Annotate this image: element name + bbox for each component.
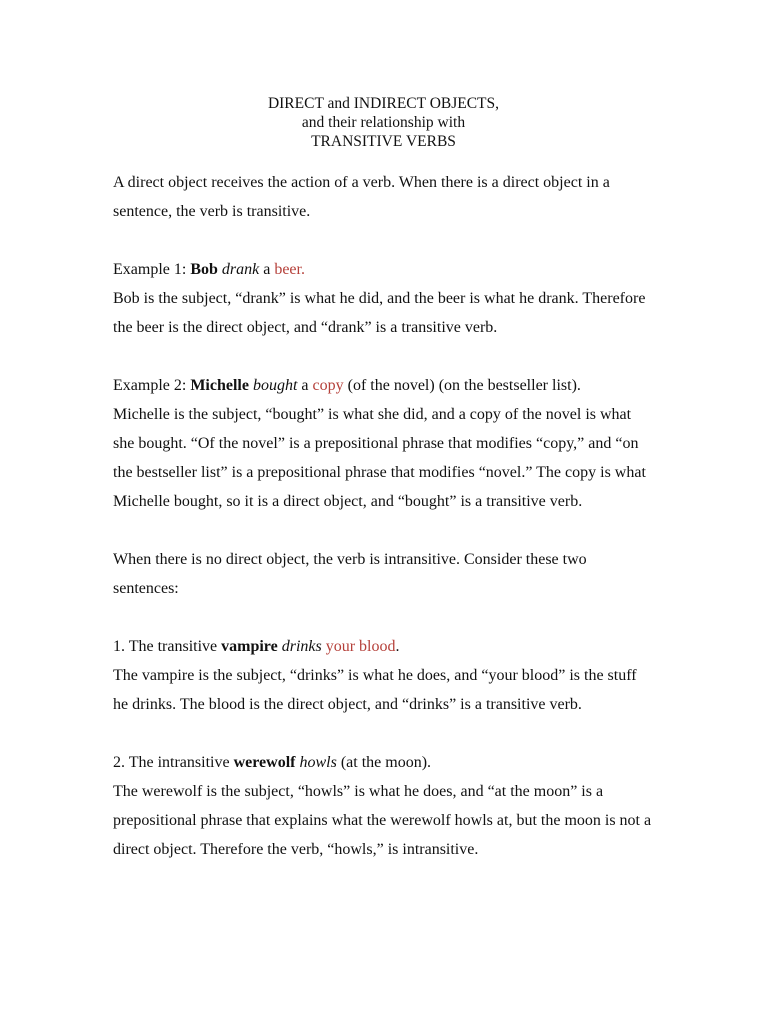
example-2-verb: bought xyxy=(252,377,298,394)
example-1-label: Example 1: xyxy=(113,261,191,278)
sentence-1-prefix: 1. The transitive xyxy=(113,638,222,655)
sentence-1-object: your blood xyxy=(325,638,396,655)
example-1-verb: drank xyxy=(221,261,260,278)
sentence-2-verb: howls xyxy=(299,754,337,771)
sentence-2-rest: (at the moon). xyxy=(336,754,432,771)
title-line-2: and their relationship with xyxy=(301,114,466,131)
spacer xyxy=(113,603,654,632)
sentence-2-subject: werewolf xyxy=(233,754,296,771)
spacer xyxy=(113,226,654,255)
example-2-subject: Michelle xyxy=(190,377,249,394)
spacer xyxy=(113,342,654,371)
example-2-article: a xyxy=(297,377,313,394)
sentence-2-explanation: The werewolf is the subject, “howls” is what he does, and “at the moon” is a prepositional phrase that explains what the werewolf howls at, but the moon is not a direct object. Therefore the verb, “howls,” is intransitive. xyxy=(113,783,652,858)
example-1-subject: Bob xyxy=(190,261,218,278)
sentence-1-end: . xyxy=(395,638,400,655)
sentence-2-prefix: 2. The intransitive xyxy=(113,754,234,771)
example-2-object: copy xyxy=(312,377,344,394)
intransitive-intro-paragraph: When there is no direct object, the verb is intransitive. Consider these two sentences: xyxy=(113,551,587,597)
example-1-object: beer. xyxy=(274,261,305,278)
example-2-sentence xyxy=(113,371,654,400)
sentence-1-explanation: The vampire is the subject, “drinks” is what he does, and “your blood” is the stuff he drinks. The blood is the direct object, and “drinks” is a transitive verb. xyxy=(113,667,637,713)
example-1-sentence xyxy=(113,255,654,284)
spacer xyxy=(113,719,654,748)
example-2-explanation: Michelle is the subject, “bought” is what she did, and a copy of the novel is what she bought. “Of the novel” is a prepositional phrase that modifies “copy,” and “on the bestseller list” is a prepositional phrase that modifies “novel.” The copy is what Michelle bought, so it is a direct object, and “bought” is a transitive verb. xyxy=(113,406,646,510)
sentence-2 xyxy=(113,748,654,777)
sentence-1-subject: vampire xyxy=(221,638,278,655)
spacer xyxy=(113,516,654,545)
document-title xyxy=(113,94,654,151)
example-1-explanation: Bob is the subject, “drank” is what he did, and the beer is what he drank. Therefore the beer is the direct object, and “drank” is a transitive verb. xyxy=(113,290,646,336)
example-2-rest: (of the novel) (on the bestseller list). xyxy=(343,377,581,394)
sentence-1 xyxy=(113,632,654,661)
title-line-3: TRANSITIVE VERBS xyxy=(311,133,456,150)
sentence-1-verb: drinks xyxy=(281,638,322,655)
example-1-article: a xyxy=(259,261,275,278)
intro-paragraph: A direct object receives the action of a verb. When there is a direct object in a sentence, the verb is transitive. xyxy=(113,174,610,220)
document-page xyxy=(113,94,654,864)
example-2-label: Example 2: xyxy=(113,377,191,394)
title-line-1: DIRECT and INDIRECT OBJECTS, xyxy=(267,95,500,112)
